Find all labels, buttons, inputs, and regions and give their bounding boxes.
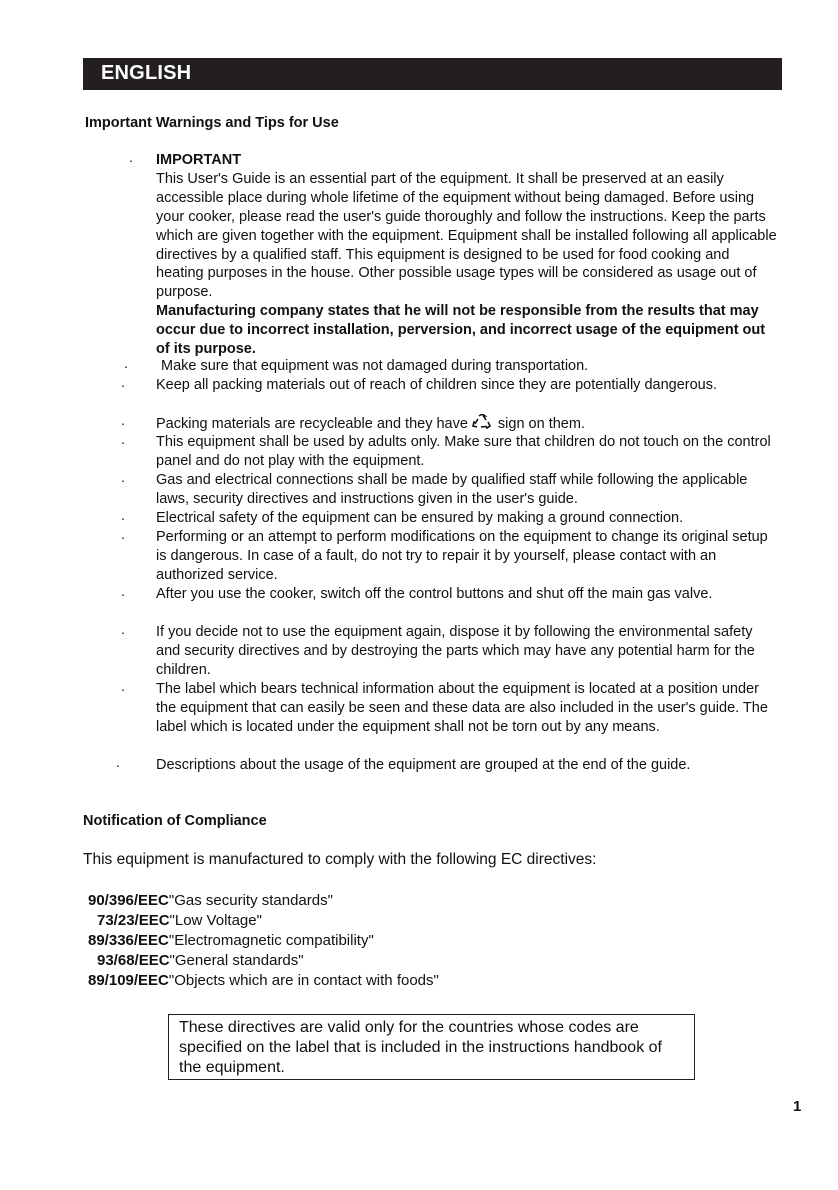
important-disclaimer: Manufacturing company states that he will not be responsible from the results that may occur due to incorrect installation, perversion, and incorrect usage of the equipment out of its purpose. <box>156 303 766 358</box>
bullet: · <box>120 510 126 526</box>
directive-row <box>83 891 583 911</box>
important-heading: IMPORTANT <box>156 152 242 168</box>
bullet: · <box>120 434 126 450</box>
directive-name: "Objects which are in contact with foods" <box>168 972 439 989</box>
compliance-title: Notification of Compliance <box>83 813 267 829</box>
warnings-title: Important Warnings and Tips for Use <box>85 115 339 131</box>
compliance-intro: This equipment is manufactured to comply with the following EC directives: <box>83 851 597 868</box>
directive-notice-text: These directives are valid only for the countries whose codes are specified on the label that is included in the instructions handbook of the equipment. <box>179 1019 662 1076</box>
language-label: ENGLISH <box>101 62 192 84</box>
warning-item-3-text: Packing materials are recycleable and they have <box>156 416 468 432</box>
directive-code: 90/396/EEC <box>88 892 169 909</box>
warning-item-9: If you decide not to use the equipment again, dispose it by following the environmental safety and security directives and by destroying the parts which may have any potential harm for the children. <box>156 624 755 678</box>
warning-item-10: The label which bears technical information about the equipment is located at a position under the equipment that can easily be seen and these data are also included in the user's guide. The label which is located under the equipment shall not be torn out by any means. <box>156 681 768 735</box>
warning-item-11: Descriptions about the usage of the equipment are grouped at the end of the guide. <box>156 757 691 773</box>
directive-code: 73/23/EEC <box>97 912 170 929</box>
bullet: · <box>120 529 126 545</box>
directive-notice-box <box>168 1014 695 1080</box>
recycle-icon <box>472 414 492 430</box>
directive-row <box>83 931 583 951</box>
page-number: 1 <box>793 1098 802 1115</box>
language-header-bar <box>83 58 782 90</box>
bullet: · <box>115 757 121 773</box>
directive-code: 89/336/EEC <box>88 932 169 949</box>
directive-code: 89/109/EEC <box>88 972 169 989</box>
warning-item-4: This equipment shall be used by adults only. Make sure that children do not touch on the control panel and do not play with the equipment. <box>156 434 771 469</box>
bullet: · <box>120 624 126 640</box>
warning-item-1: Make sure that equipment was not damaged during transportation. <box>161 358 589 374</box>
directive-row <box>83 951 583 971</box>
bullet: · <box>123 358 129 374</box>
warning-item-3-suffix: sign on them. <box>497 416 585 432</box>
warning-item-2: Keep all packing materials out of reach of children since they are potentially dangerous. <box>156 377 717 393</box>
warning-item-3 <box>156 414 780 434</box>
bullet: · <box>120 681 126 697</box>
directive-name: "Gas security standards" <box>168 892 333 909</box>
bullet: · <box>120 377 126 393</box>
directive-name: "Electromagnetic compatibility" <box>168 932 374 949</box>
directive-list <box>83 891 583 991</box>
warning-item-5: Gas and electrical connections shall be made by qualified staff while following the applicable laws, security directives and instructions given in the user's guide. <box>156 472 748 507</box>
directive-row <box>83 971 583 991</box>
bullet: · <box>120 415 126 431</box>
directive-row <box>83 911 583 931</box>
bullet: · <box>120 472 126 488</box>
important-block <box>156 151 780 359</box>
bullet: · <box>120 586 126 602</box>
bullet: · <box>128 152 134 168</box>
directive-code: 93/68/EEC <box>97 952 170 969</box>
important-text: This User's Guide is an essential part of the equipment. It shall be preserved at an easily accessible place during whole lifetime of the equipment without being damaged. Before using your cooker, please read the user's guide thoroughly and follow the instructions. Keep the parts which are given together with the equipment. Equipment shall be installed following all applicable directives by a qualified staff. This equipment is designed to be used for food cooking and heating purposes in the house. Other possible usage types will be considered as usage out of purpose. <box>156 170 777 301</box>
directive-name: "Low Voltage" <box>169 912 262 929</box>
warning-item-7: Performing or an attempt to perform modifications on the equipment to change its original setup is dangerous. In case of a fault, do not try to repair it by yourself, please contact with an authorized service. <box>156 529 768 583</box>
directive-name: "General standards" <box>169 952 304 969</box>
warning-item-6: Electrical safety of the equipment can be ensured by making a ground connection. <box>156 510 684 526</box>
warning-item-8: After you use the cooker, switch off the control buttons and shut off the main gas valve. <box>156 586 713 602</box>
